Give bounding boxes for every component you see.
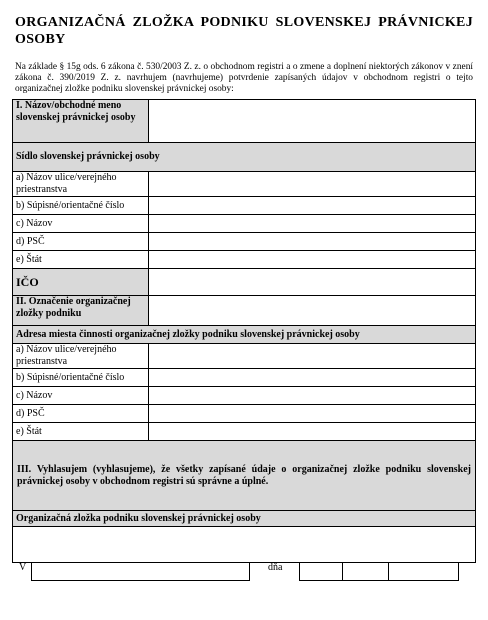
seat-country-label: e) Štát xyxy=(13,251,149,269)
branch-country-field[interactable] xyxy=(149,423,476,441)
date-label: dňa xyxy=(268,562,283,573)
form-title: ORGANIZAČNÁ ZLOŽKA PODNIKU SLOVENSKEJ PRÁVNICKEJ OSOBY xyxy=(15,15,473,47)
signature-field[interactable] xyxy=(13,527,476,563)
seat-city-field[interactable] xyxy=(149,215,476,233)
branch-zip-label: d) PSČ xyxy=(13,405,149,423)
branch-number-field[interactable] xyxy=(149,369,476,387)
company-name-field[interactable] xyxy=(149,100,476,143)
seat-country-field[interactable] xyxy=(149,251,476,269)
branch-address-header: Adresa miesta činnosti organizačnej zložky podniku slovenskej právnickej osoby xyxy=(13,326,476,344)
branch-street-label: a) Názov ulice/verejného priestranstva xyxy=(13,344,149,369)
branch-name-label: II. Označenie organizačnej zložky podniku xyxy=(13,296,149,326)
branch-number-label: b) Súpisné/orientačné číslo xyxy=(13,369,149,387)
intro-paragraph: Na základe § 15g ods. 6 zákona č. 530/2003 Z. z. o obchodnom registri a o zmene a doplnení niektorých zákonov v znení zákona č. 390/2019 Z. z. navrhujem (navrhujeme) potvrdenie zapísaných údajov v obchodnom registri o tejto organizačnej zložke podniku slovenskej právnickej osoby: xyxy=(15,62,473,95)
signature-header: Organizačná zložka podniku slovenskej právnickej osoby xyxy=(13,511,476,527)
company-name-label: I. Názov/obchodné meno slovenskej právnickej osoby xyxy=(13,100,149,143)
branch-country-label: e) Štát xyxy=(13,423,149,441)
seat-street-label: a) Názov ulice/verejného priestranstva xyxy=(13,172,149,197)
place-field[interactable] xyxy=(31,562,250,581)
ico-label: IČO xyxy=(13,269,149,296)
seat-number-field[interactable] xyxy=(149,197,476,215)
seat-zip-label: d) PSČ xyxy=(13,233,149,251)
date-year-field[interactable] xyxy=(388,562,459,581)
seat-city-label: c) Názov xyxy=(13,215,149,233)
date-day-field[interactable] xyxy=(299,562,343,581)
seat-header: Sídlo slovenskej právnickej osoby xyxy=(13,143,476,172)
ico-field[interactable] xyxy=(149,269,476,296)
branch-city-field[interactable] xyxy=(149,387,476,405)
seat-street-field[interactable] xyxy=(149,172,476,197)
branch-zip-field[interactable] xyxy=(149,405,476,423)
seat-number-label: b) Súpisné/orientačné číslo xyxy=(13,197,149,215)
branch-city-label: c) Názov xyxy=(13,387,149,405)
branch-street-field[interactable] xyxy=(149,344,476,369)
place-label: V xyxy=(19,562,27,573)
declaration-text: III. Vyhlasujem (vyhlasujeme), že všetky zapísané údaje o organizačnej zložke podniku slovenskej právnickej osoby v obchodnom registri sú správne a úplné. xyxy=(13,441,476,511)
form-table xyxy=(12,99,476,563)
date-month-field[interactable] xyxy=(342,562,389,581)
branch-name-field[interactable] xyxy=(149,296,476,326)
seat-zip-field[interactable] xyxy=(149,233,476,251)
